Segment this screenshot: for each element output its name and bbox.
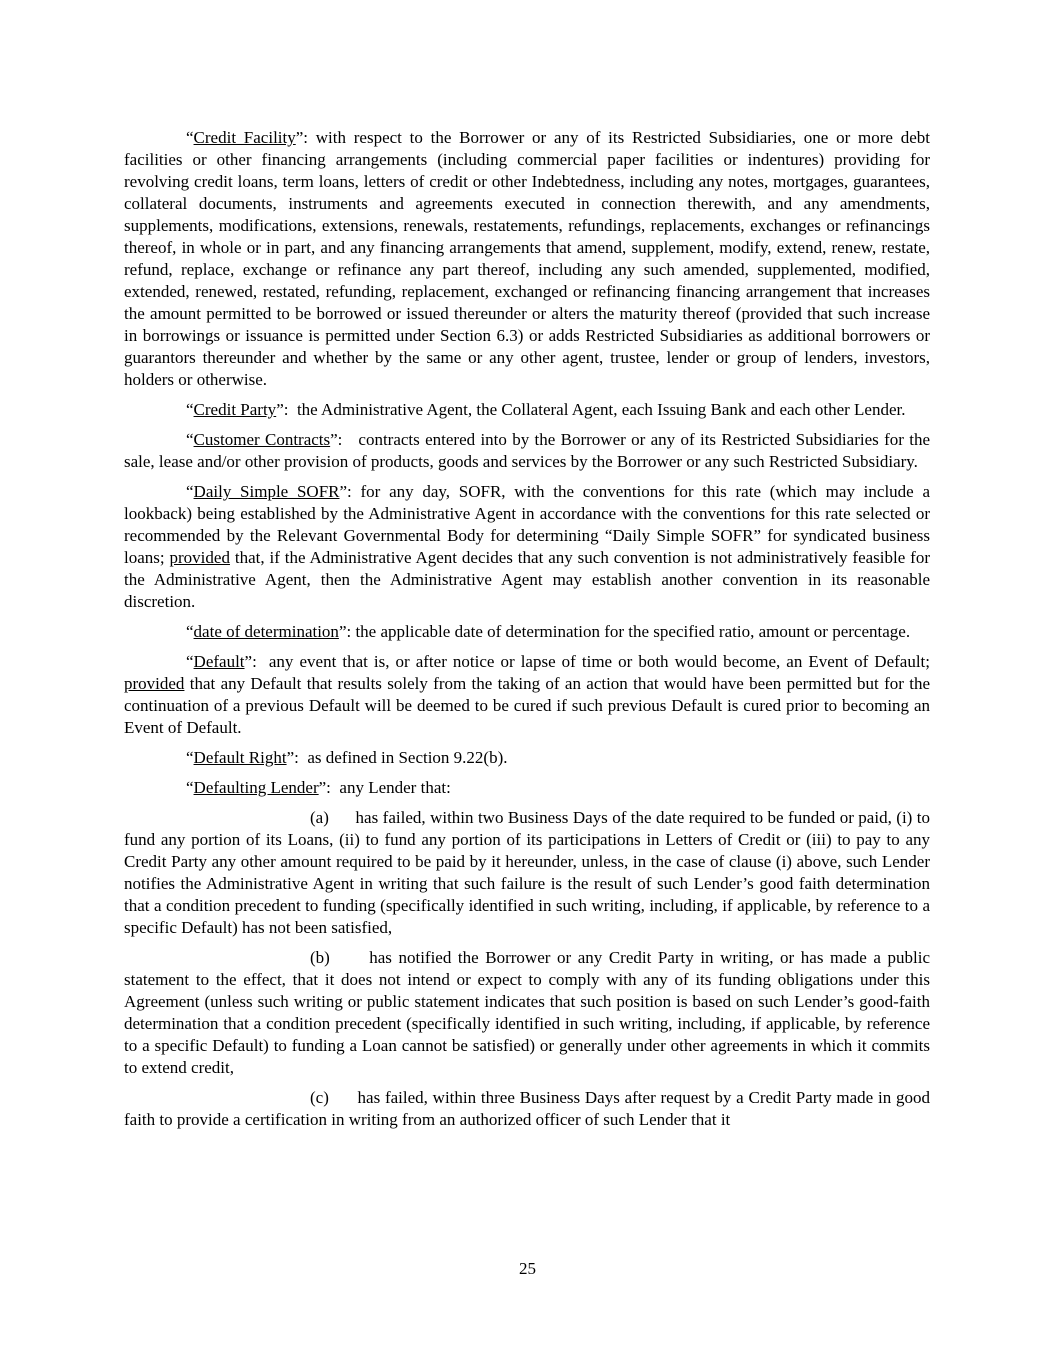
text-segment: “ xyxy=(186,748,194,767)
document-content xyxy=(124,127,930,1139)
underlined-term: Default xyxy=(193,652,245,671)
sub-clause-paragraph xyxy=(124,807,930,939)
underlined-term: Credit Party xyxy=(193,400,277,419)
underlined-term: Daily Simple SOFR xyxy=(193,482,340,501)
text-segment: ”: contracts entered into by the Borrower or any of its Restricted Subsidiaries for the sale, lease and/or other provision of products, goods and services by the Borrower or any such Restricted Subsidiary. xyxy=(124,430,930,471)
text-segment: ”: for any day, SOFR, with the conventions for this rate (which may include a lookback) being established by the Administrative Agent in accordance with the conventions for this rate selected or recommended by the Relevant Governmental Body for determining “Daily Simple SOFR” for syndicated business loans; xyxy=(124,482,930,567)
definition-paragraph xyxy=(124,127,930,391)
text-segment: (a) has failed, within two Business Days of the date required to be funded or paid, (i) to fund any portion of its Loans, (ii) to fund any portion of its participations in Letters of Credit or (iii) to pay to any Credit Party any other amount required to be paid by it hereunder, unless, in the case of clause (i) above, such Lender notifies the Administrative Agent in writing that such failure is the result of such Lender’s good faith determination that a condition precedent to funding (specifically identified in such writing, including, if applicable, by reference to a specific Default) has not been satisfied, xyxy=(124,808,930,937)
underlined-term: date of determination xyxy=(193,622,339,641)
text-segment: “ xyxy=(186,128,194,147)
text-segment: “ xyxy=(186,400,194,419)
text-segment: ”: with respect to the Borrower or any of its Restricted Subsidiaries, one or more debt facilities or other financing arrangements (including commercial paper facilities or indentures) providing for revolving credit loans, term loans, letters of credit or other Indebtedness, including any notes, mortgages, guarantees, collateral documents, instruments and agreements executed in connection therewith, and any amendments, supplements, modifications, extensions, renewals, restatements, refundings, replacements, exchanges or refinancings thereof, in whole or in part, and any financing arrangements that amend, supplement, modify, extend, renew, restate, refund, replace, exchange or refinance any part thereof, including any such amended, supplemented, modified, extended, renewed, restated, refunding, replacement, exchanged or refinancing financing arrangement that increases the amount permitted to be borrowed or issued thereunder or alters the maturity thereof (provided that such increase in borrowings or issuance is permitted under Section 6.3) or adds Restricted Subsidiaries as additional borrowers or guarantors thereunder and whether by the same or any other agent, trustee, lender or group of lenders, investors, holders or otherwise. xyxy=(124,128,930,389)
text-segment: ”: any Lender that: xyxy=(318,778,451,797)
text-segment: “ xyxy=(186,622,194,641)
text-segment: ”: any event that is, or after notice or lapse of time or both would become, an Event of Default; xyxy=(244,652,930,671)
text-segment: ”: as defined in Section 9.22(b). xyxy=(286,748,508,767)
underlined-term: provided xyxy=(124,674,185,693)
definition-paragraph xyxy=(124,777,930,799)
underlined-term: provided xyxy=(169,548,230,567)
text-segment: that any Default that results solely from the taking of an action that would have been permitted but for the continuation of a previous Default will be deemed to be cured if such previous Default is cured prior to becoming an Event of Default. xyxy=(124,674,930,737)
underlined-term: Defaulting Lender xyxy=(193,778,319,797)
underlined-term: Default Right xyxy=(193,748,287,767)
text-segment: that, if the Administrative Agent decides that any such convention is not administratively feasible for the Administrative Agent, then the Administrative Agent may establish another convention in its reasonable discretion. xyxy=(124,548,930,611)
underlined-term: Credit Facility xyxy=(193,128,296,147)
text-segment: (b) has notified the Borrower or any Credit Party in writing, or has made a public statement to the effect, that it does not intend or expect to comply with any of its funding obligations under this Agreement (unless such writing or public statement indicates that such position is based on such Lender’s good-faith determination that a condition precedent (specifically identified in such writing, including, if applicable, by reference to a specific Default) to funding a Loan cannot be satisfied) or generally under other agreements in which it commits to extend credit, xyxy=(124,948,930,1077)
definition-paragraph xyxy=(124,747,930,769)
definition-paragraph xyxy=(124,481,930,613)
page-number: 25 xyxy=(519,1259,536,1278)
text-segment: “ xyxy=(186,652,194,671)
definition-paragraph xyxy=(124,651,930,739)
text-segment: “ xyxy=(186,430,194,449)
sub-clause-paragraph xyxy=(124,947,930,1079)
underlined-term: Customer Contracts xyxy=(193,430,331,449)
text-segment: (c) has failed, within three Business Days after request by a Credit Party made in good faith to provide a certification in writing from an authorized officer of such Lender that it xyxy=(124,1088,930,1129)
sub-clause-paragraph xyxy=(124,1087,930,1131)
text-segment: ”: the applicable date of determination for the specified ratio, amount or percentage. xyxy=(338,622,911,641)
text-segment: “ xyxy=(186,482,194,501)
definition-paragraph xyxy=(124,429,930,473)
text-segment: “ xyxy=(186,778,194,797)
definition-paragraph xyxy=(124,399,930,421)
definition-paragraph xyxy=(124,621,930,643)
text-segment: ”: the Administrative Agent, the Collateral Agent, each Issuing Bank and each other Lender. xyxy=(276,400,906,419)
